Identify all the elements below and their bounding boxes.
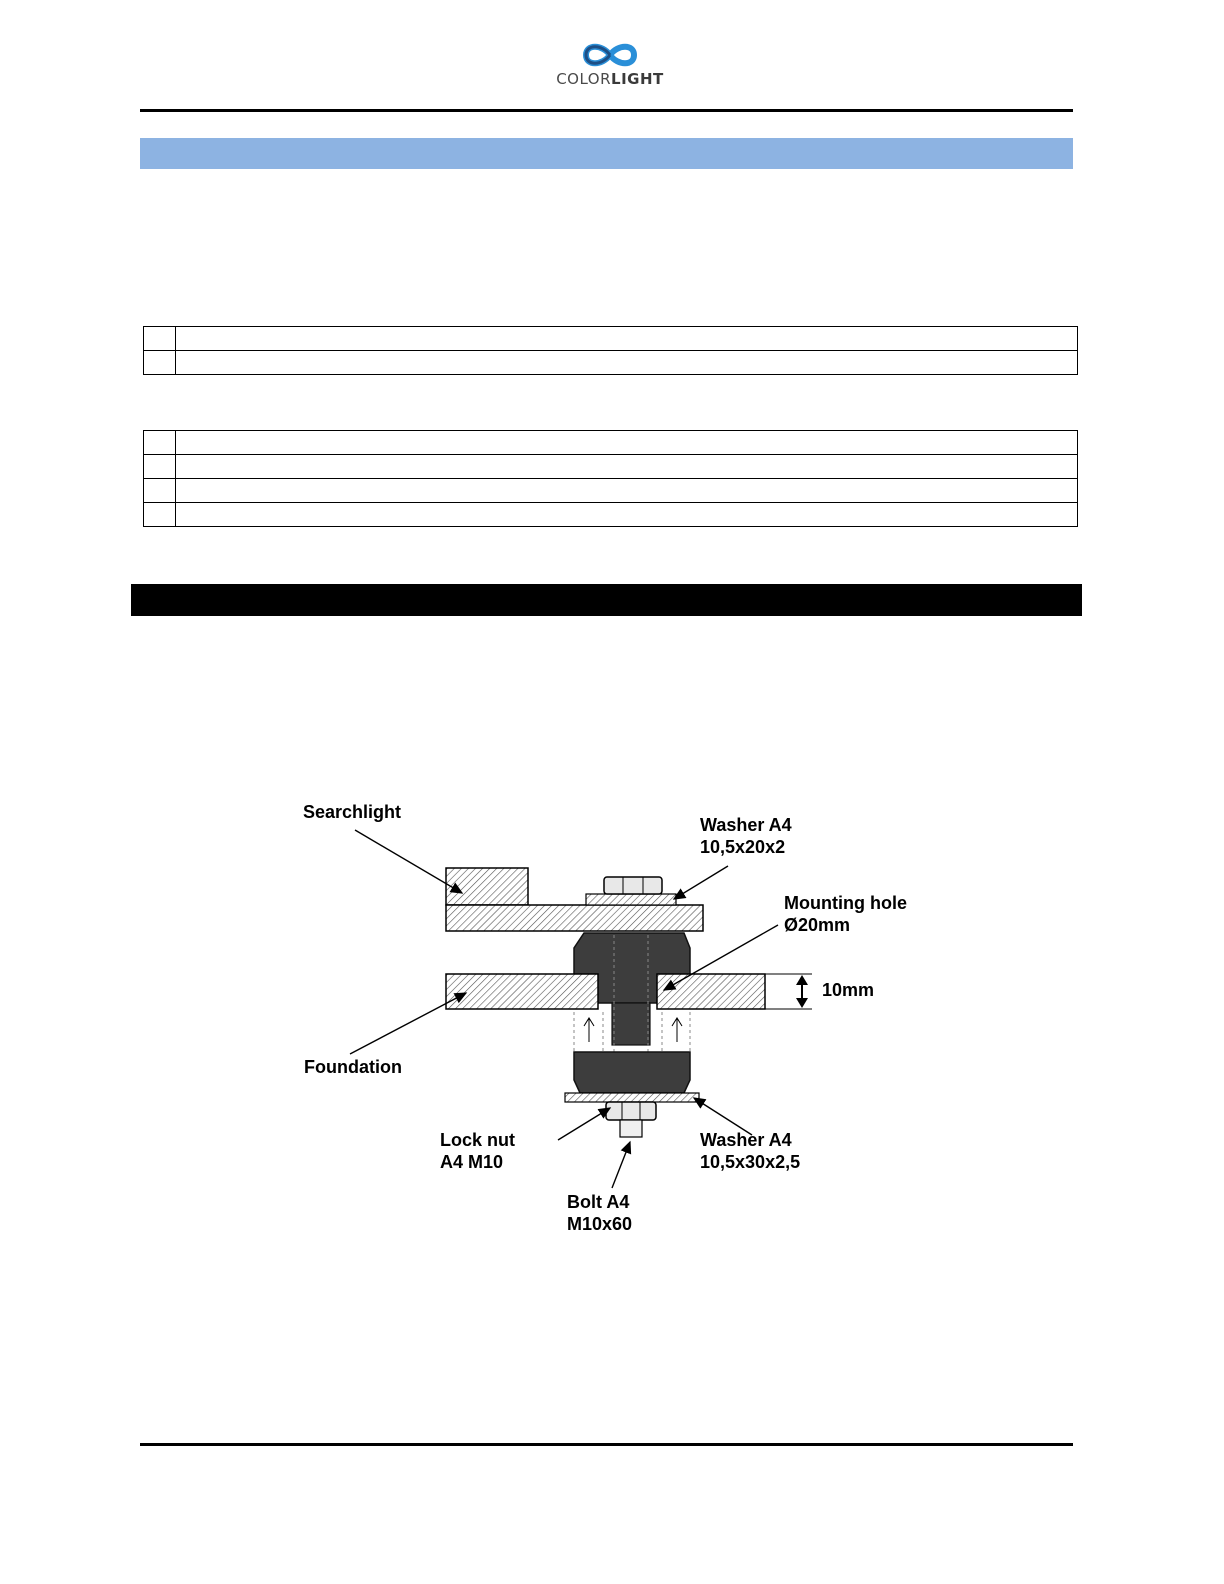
bolt-tip [620,1120,642,1137]
label-bolt-line1: Bolt A4 [567,1192,630,1212]
searchlight-bracket [446,868,528,905]
colorlight-logo [540,40,680,94]
table-row [144,351,1078,375]
table-row [144,503,1078,527]
label-washer-bottom-line1: Washer A4 [700,1130,792,1150]
header-rule [140,109,1073,112]
label-washer-bottom-line2: 10,5x30x2,5 [700,1152,801,1172]
table-row [144,455,1078,479]
label-thickness: 10mm [822,980,875,1000]
mounting-diagram [290,790,940,1250]
bottom-washer [565,1093,699,1102]
table-row [144,431,1078,455]
label-mounting-hole-line2: Ø20mm [784,915,851,935]
foundation-plate-left [446,974,598,1009]
table-2 [143,430,1078,527]
label-washer-top-line2: 10,5x20x2 [700,837,786,857]
label-lock-nut-line1: Lock nut [440,1130,515,1150]
brand-name-part2: LIGHT [611,70,664,88]
label-lock-nut-line2: A4 M10 [440,1152,504,1172]
table-row [144,327,1078,351]
searchlight-base-plate [446,905,703,931]
top-washer [586,894,676,905]
label-bolt-line2: M10x60 [567,1214,633,1234]
bolt-head [604,877,662,894]
section-heading-band [140,138,1073,169]
foundation-plate-right [657,974,765,1009]
label-foundation: Foundation [304,1057,402,1077]
label-mounting-hole-line1: Mounting hole [784,893,907,913]
footer-rule [140,1443,1073,1446]
label-washer-top-line1: Washer A4 [700,815,792,835]
brand-name-part1: COLOR [556,70,612,88]
section-title-band [131,584,1082,616]
infinity-logo-icon [580,40,640,70]
label-searchlight: Searchlight [303,802,402,822]
rubber-sleeve [612,1003,650,1045]
table-1 [143,326,1078,375]
brand-name [540,70,680,88]
lock-nut [606,1102,656,1120]
rubber-mount-lower [574,1052,690,1093]
table-row [144,479,1078,503]
